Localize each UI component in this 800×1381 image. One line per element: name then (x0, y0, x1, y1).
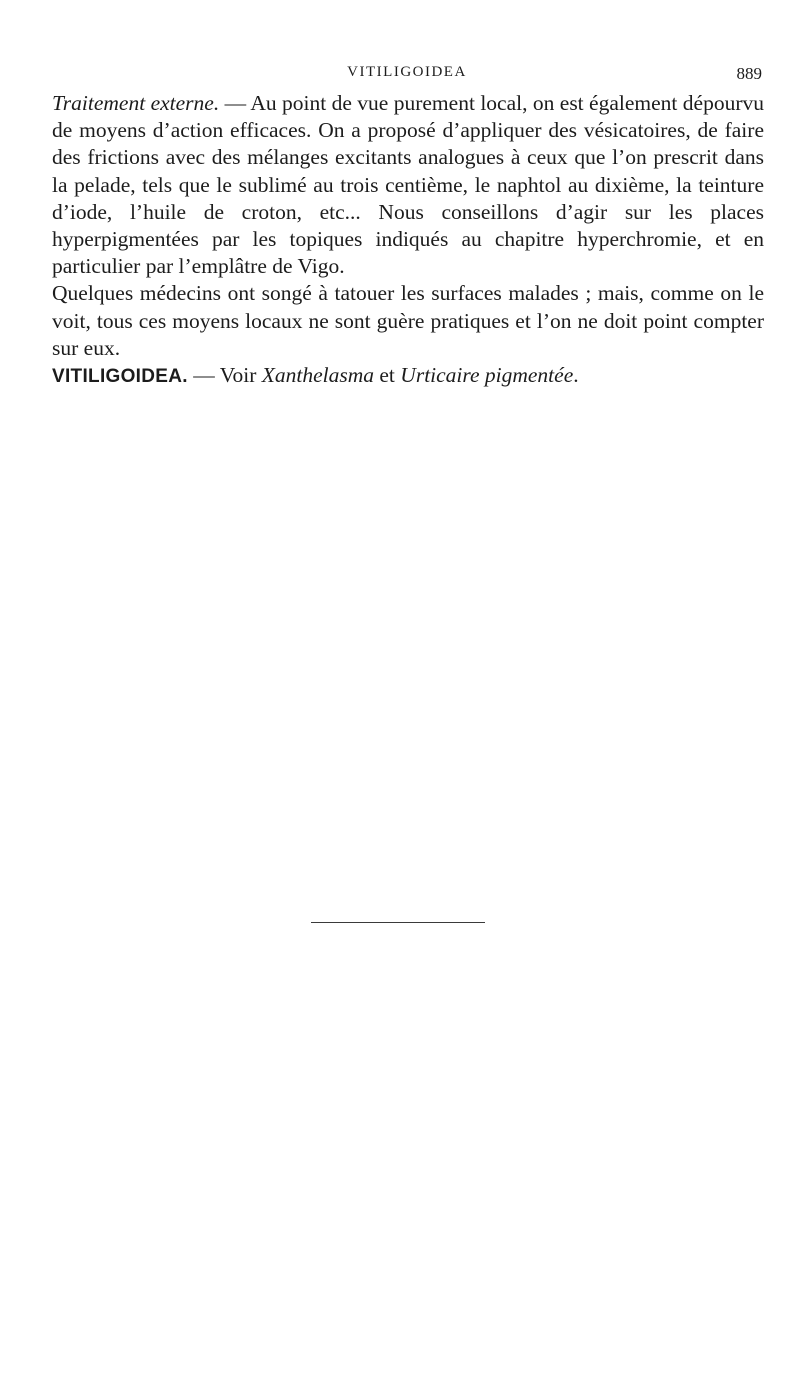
cross-reference-xanthelasma: Xanthelasma (261, 363, 375, 388)
paragraph-text: — Au point de vue purement local, on est également dépourvu de moyens d’action efficaces. On a proposé d’appliquer des vésicatoires, de faire des frictions avec des mélanges excitants analogues à ceux que l’on prescrit dans la pelade, tels que le sublimé au trois centième, le naphtol au dixième, la teinture d’iode, l’huile de croton, etc... Nous conseillons d’agir sur les places hyperpigmentées par les topiques indiqués au chapitre hyperchromie, et en particulier par l’emplâtre de Vigo. (52, 91, 764, 279)
paragraph-text: Quelques médecins ont songé à tatouer les surfaces malades ; mais, comme on le voit, tous ces moyens locaux ne sont guère pratiques et l’on ne doit point compter sur eux. (52, 281, 764, 360)
running-header (52, 64, 762, 86)
entry-connector: et (374, 363, 401, 388)
page-number: 889 (736, 64, 762, 83)
body-text (52, 90, 764, 390)
paragraph-external-treatment (52, 90, 764, 280)
entry-term: VITILIGOIDEA. (52, 366, 188, 388)
entry-see: — Voir (187, 363, 262, 388)
cross-reference-urticaire: Urticaire pigmentée (400, 363, 574, 388)
section-heading-italic: Traitement externe. (52, 91, 220, 115)
entry-end: . (573, 363, 579, 388)
dictionary-entry (52, 362, 764, 390)
section-end-rule (311, 922, 485, 923)
paragraph-tattoo (52, 280, 764, 362)
running-title: VITILIGOIDEA (347, 64, 467, 80)
